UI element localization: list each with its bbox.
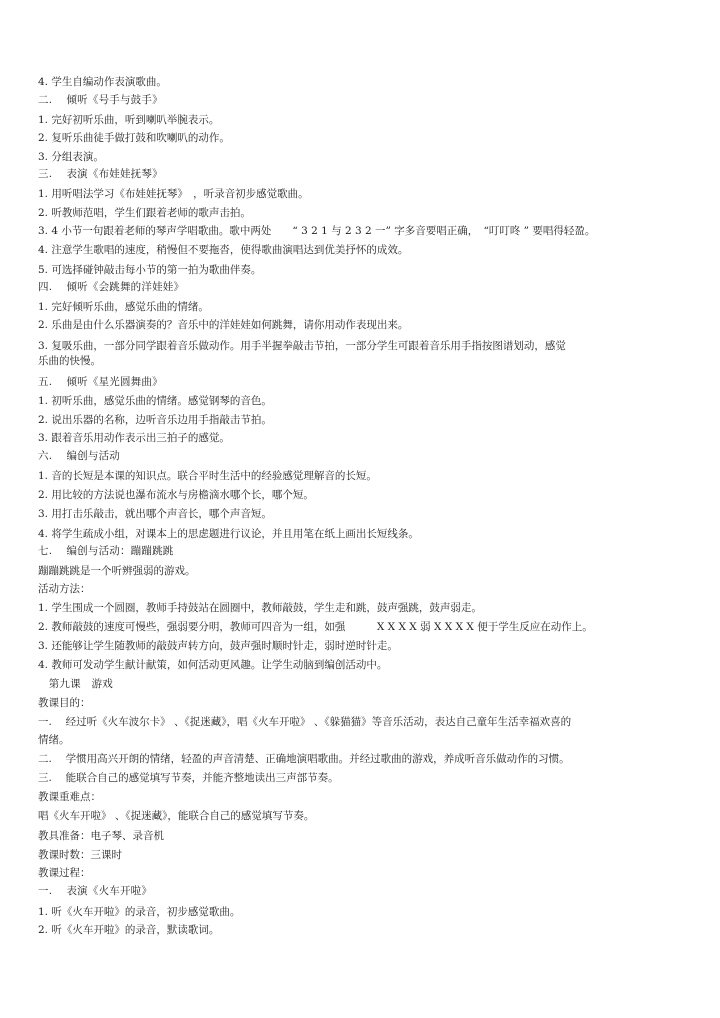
text-line: 乐曲的快慢。 [38, 355, 101, 367]
text-line: 教课时数：三课时 [38, 849, 122, 861]
text-line: 1. 学生围成一个圆圈，教师手持鼓站在圆圈中，教师敲鼓，学生走和跳，鼓声强跳，鼓声弱走。 [38, 602, 482, 614]
text-line: 3. 跟着音乐用动作表示出三拍子的感觉。 [38, 432, 230, 444]
text-line: 4. 将学生疏成小组，对课本上的思虑题进行议论，并且用笔在纸上画出长短线条。 [38, 528, 419, 540]
text-line: 3. 4 小节一句跟着老师的琴声学唱歌曲。歌中两处 “ 3 2 1 与 2 3 2 一” 字多音要唱正确， “叮叮咚 ” 要唱得轻盈。 [38, 225, 596, 237]
text-line: 2. 听教师范唱，学生们跟着老师的歌声击拍。 [38, 207, 251, 219]
section-heading: 一. 表演《火车开啦》 [38, 885, 153, 897]
text-line: 4. 注意学生歌唱的速度，稍慢但不要拖沓，使得歌曲演唱达到优美抒怀的成效。 [38, 244, 409, 256]
text-line: 2. 听《火车开啦》的录音，默读歌词。 [38, 924, 220, 936]
section-heading: 五. 倾听《星光圆舞曲》 [38, 376, 163, 388]
text-line: 1. 音的长短是本课的知识点。联合平时生活中的经验感觉理解音的长短。 [38, 470, 377, 482]
text-line: 2. 教师敲鼓的速度可慢些，强弱要分明，教师可四音为一组，如强 X X X X 弱 X X X X 便于学生反应在动作上。 [38, 621, 593, 633]
text-line: 3. 用打击乐敲击，就出哪个声音长，哪个声音短。 [38, 508, 272, 520]
text-line: 5. 可选择碰钟敲击每小节的第一拍为歌曲伴奏。 [38, 264, 262, 276]
text-line: 2. 乐曲是由什么乐器演奏的？音乐中的洋娃娃如何跳舞，请你用动作表现出来。 [38, 319, 409, 331]
text-line: 教具准备：电子琴、录音机 [38, 830, 164, 842]
text-line: 4. 教师可发动学生献计献策，如何活动更风趣。让学生动脑到编创活动中。 [38, 659, 388, 671]
text-line: 教课重难点： [38, 791, 101, 803]
section-heading: 三. 表演《布娃娃抚琴》 [38, 168, 163, 180]
text-line: 三. 能联合自己的感觉填写节奏，并能齐整地读出三声部节奏。 [38, 772, 339, 784]
section-heading: 七. 编创与活动：蹦蹦跳跳 [38, 545, 174, 557]
text-line: 一. 经过听《火车波尔卡》 、《捉迷藏》，唱《火车开啦》 、《躲猫猫》等音乐活动，表达自己童年生活幸福欢喜的 [38, 716, 572, 728]
text-line: 3. 还能够让学生随教师的敲鼓声转方向，鼓声强时顺时针走，弱时逆时针走。 [38, 640, 398, 652]
text-line: 活动方法： [38, 583, 91, 595]
section-heading: 四. 倾听《会跳舞的洋娃娃》 [38, 281, 185, 293]
text-line: 2. 复听乐曲徒手做打鼓和吹喇叭的动作。 [38, 132, 230, 144]
text-line: 教课目的： [38, 697, 91, 709]
text-line: 情绪。 [38, 734, 70, 746]
lesson-title: 第九课 游戏 [38, 678, 113, 690]
text-line: 1. 完好倾听乐曲，感觉乐曲的情绪。 [38, 301, 209, 313]
text-line: 唱《火车开啦》 、《捉迷藏》，能联合自己的感觉填写节奏。 [38, 810, 315, 822]
text-line: 2. 说出乐器的名称，边听音乐边用手指敲击节拍。 [38, 414, 272, 426]
section-heading: 六. 编创与活动 [38, 450, 120, 462]
text-line: 蹦蹦跳跳是一个听辨强弱的游戏。 [38, 565, 196, 577]
text-line: 教课过程： [38, 867, 91, 879]
text-line: 1. 完好初听乐曲，听到喇叭举腕表示。 [38, 114, 220, 126]
text-line: 1. 听《火车开啦》的录音，初步感觉歌曲。 [38, 906, 241, 918]
section-heading: 二. 倾听《号手与鼓手》 [38, 94, 163, 106]
text-line: 1. 初听乐曲，感觉乐曲的情绪。感觉钢琴的音色。 [38, 395, 272, 407]
text-line: 二. 学惯用高兴开朗的情绪，轻盈的声音清楚、正确地演唱歌曲。并经过歌曲的游戏，养成听音乐做动作的习惯。 [38, 753, 570, 765]
text-line: 3. 分组表演。 [38, 151, 104, 163]
text-line: 3. 复吸乐曲，一部分同学跟着音乐做动作。用手半握拳敲击节拍，一部分学生可跟着音乐用手指按图谱划动，感觉 [38, 340, 566, 352]
text-line: 1. 用听唱法学习《布娃娃抚琴》 ，听录音初步感觉歌曲。 [38, 188, 309, 200]
text-line: 2. 用比较的方法说也瀑布流水与房檐滴水哪个长，哪个短。 [38, 489, 314, 501]
text-line: 4. 学生自编动作表演歌曲。 [38, 76, 167, 88]
